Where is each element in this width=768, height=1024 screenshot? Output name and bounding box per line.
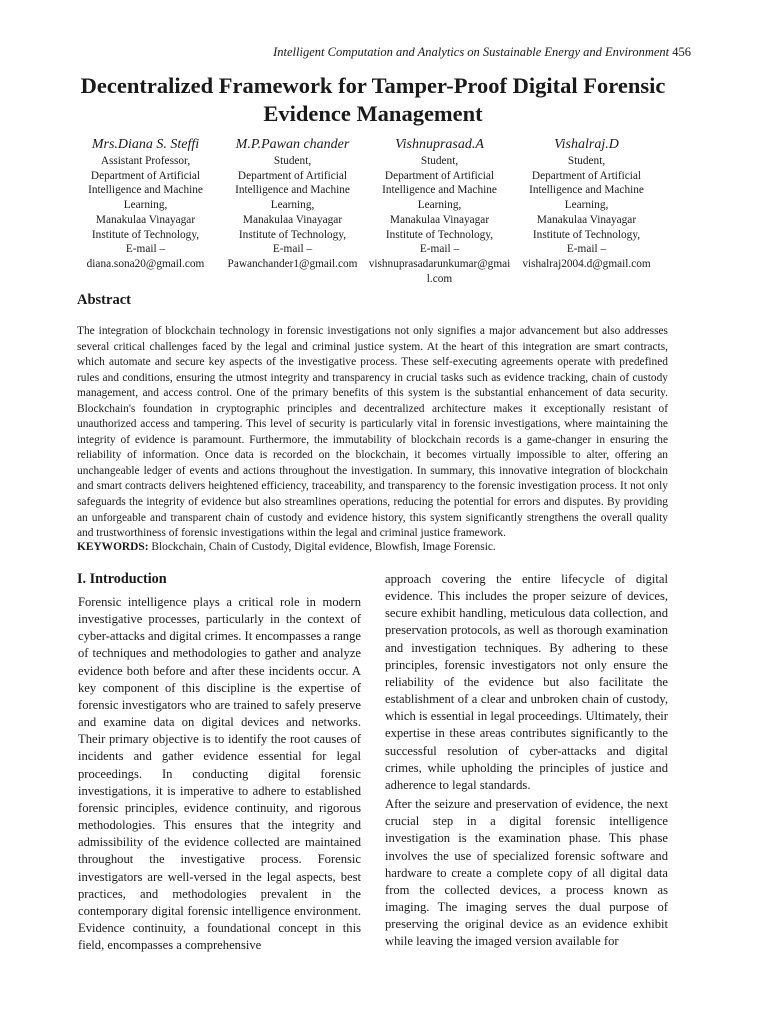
abstract-text: The integration of blockchain technology in forensic investigations not only signifies a major advancement but also addresses several critical challenges faced by the legal and criminal justice system. At the heart of this integration are smart contracts, which automate and secure key aspects of the investigative process. These self-executing agreements operate with predefined rules and conditions, ensuring the utmost integrity and transparency in crucial tasks such as evidence tracking, chain of custody management, and access control. One of the primary benefits of this system is the substantial enhancement of data security. Blockchain's foundation in cryptographic principles and decentralized architecture makes it exceptionally resistant of unauthorized access and tampering. This level of security is particularly vital in forensic investigations, where maintaining the integrity of evidence is paramount. Furthermore, the immutability of blockchain records is a game-changer in ensuring the reliability of information. Once data is recorded on the blockchain, it becomes virtually impossible to alter, offering an unchangeable ledger of events and actions throughout the investigation. In summary, this innovative integration of blockchain and smart contracts delivers heightened efficiency, traceability, and transparency to the forensic investigation process. It not only safeguards the integrity of evidence but also streamlines operations, reducing the potential for errors and disputes. By providing an unforgeable and transparent chain of custody and evidence history, this system significantly strengthens the overall quality and trustworthiness of forensic investigations within the legal and criminal justice framework.	[77, 325, 668, 540]
affiliation-line: Institute of Technology,	[91, 228, 200, 241]
running-header	[273, 45, 691, 60]
author-name: Mrs.Diana S. Steffi	[91, 137, 200, 152]
body-paragraph: Forensic intelligence plays a critical role in modern investigative processes, particularly in the context of cyber-attacks and digital crimes. It encompasses a range of techniques and methodologies to gather and analyze evidence both before and after these incidents occur. A key component of this discipline is the expertise of forensic investigators who are trained to safely preserve and examine data on digital devices and networks. Their primary objective is to identify the root causes of incidents and gather evidence essential for legal proceedings. In conducting digital forensic investigations, it is imperative to adhere to established forensic principles, evidence continuity, and rigorous methodologies. This ensures that the integrity and admissibility of the evidence collected are maintained throughout the investigative process. Forensic investigators are well-versed in the legal aspects, best practices, and methodologies prevalent in the contemporary digital forensic intelligence environment. Evidence continuity, a foundational concept in this field, encompasses a comprehensive	[78, 595, 361, 953]
keywords-line	[77, 540, 668, 555]
affiliation-line: Manakulaa Vinayagar	[95, 213, 196, 226]
affiliation-line: Learning,	[123, 199, 168, 212]
keywords-text: Blockchain, Chain of Custody, Digital evidence, Blowfish, Image Forensic.	[148, 541, 496, 553]
right-column	[385, 571, 668, 950]
affiliation-line: Department of Artificial	[384, 169, 495, 182]
affiliation-line: Manakulaa Vinayagar	[389, 213, 490, 226]
author-email: vishalraj2004.d@gmail.com	[522, 257, 651, 270]
affiliation-line: E-mail –	[125, 243, 166, 256]
affiliation-line: Intelligence and Machine	[529, 184, 644, 197]
author-block	[513, 136, 660, 286]
affiliation-line: Institute of Technology,	[532, 228, 641, 241]
affiliation-line: E-mail –	[272, 243, 313, 256]
author-block	[72, 136, 219, 286]
author-block	[366, 136, 513, 286]
affiliation-line: Intelligence and Machine	[235, 184, 350, 197]
body-paragraph: approach covering the entire lifecycle of digital evidence. This includes the proper seizure of devices, secure exhibit handling, meticulous data collection, and preservation protocols, as well as thorough examination and investigation techniques. By adhering to these principles, forensic investigators not only ensure the reliability of the evidence but also facilitate the establishment of a clear and unbroken chain of custody, which is essential in legal proceedings. Ultimately, their expertise in these areas contributes significantly to the successful resolution of cyber-attacks and digital crimes, while upholding the principles of justice and adherence to legal standards.	[385, 572, 668, 792]
affiliation-line: Assistant Professor,	[100, 155, 191, 167]
affiliation-line: Institute of Technology,	[385, 228, 494, 241]
abstract-heading: Abstract	[77, 292, 131, 308]
affiliation-line: Student,	[273, 155, 312, 167]
author-name: Vishnuprasad.A	[395, 137, 484, 152]
affiliation-line: Department of Artificial	[237, 169, 348, 182]
affiliation-line: Institute of Technology,	[238, 228, 347, 241]
affiliation-line: E-mail –	[566, 243, 607, 256]
body-paragraph: After the seizure and preservation of evidence, the next crucial step in a digital forensic intelligence investigation is the examination phase. This phase involves the use of specialized forensic software and hardware to create a complete copy of all digital data from the collected devices, a process known as imaging. The imaging serves the dual purpose of preserving the original device as an evidence exhibit while leaving the imaged version available for	[385, 797, 668, 949]
author-list	[72, 136, 660, 286]
affiliation-line: Learning,	[417, 199, 462, 212]
affiliation-line: Intelligence and Machine	[88, 184, 203, 197]
affiliation-line: Department of Artificial	[90, 169, 201, 182]
page-number: 456	[672, 45, 691, 59]
affiliation-line: Learning,	[270, 199, 315, 212]
affiliation-line: Student,	[420, 155, 459, 167]
introduction-heading: I. Introduction	[77, 571, 167, 587]
left-column	[78, 594, 361, 954]
keywords-label: KEYWORDS:	[77, 541, 149, 553]
affiliation-line: E-mail –	[419, 243, 460, 256]
affiliation-line: Intelligence and Machine	[382, 184, 497, 197]
author-name: Vishalraj.D	[554, 137, 619, 152]
affiliation-line: Student,	[567, 155, 606, 167]
affiliation-line: Learning,	[564, 199, 609, 212]
affiliation-line: Manakulaa Vinayagar	[242, 213, 343, 226]
affiliation-line: Manakulaa Vinayagar	[536, 213, 637, 226]
author-block	[219, 136, 366, 286]
author-email: vishnuprasadarunkumar@gmail.com	[368, 257, 511, 285]
author-email: diana.sona20@gmail.com	[86, 257, 205, 270]
affiliation-line: Department of Artificial	[531, 169, 642, 182]
journal-name: Intelligent Computation and Analytics on Sustainable Energy and Environment	[273, 45, 670, 59]
paper-title: Decentralized Framework for Tamper-Proof Digital Forensic Evidence Management	[80, 73, 666, 126]
author-name: M.P.Pawan chander	[235, 137, 350, 152]
author-email: Pawanchander1@gmail.com	[227, 257, 358, 270]
